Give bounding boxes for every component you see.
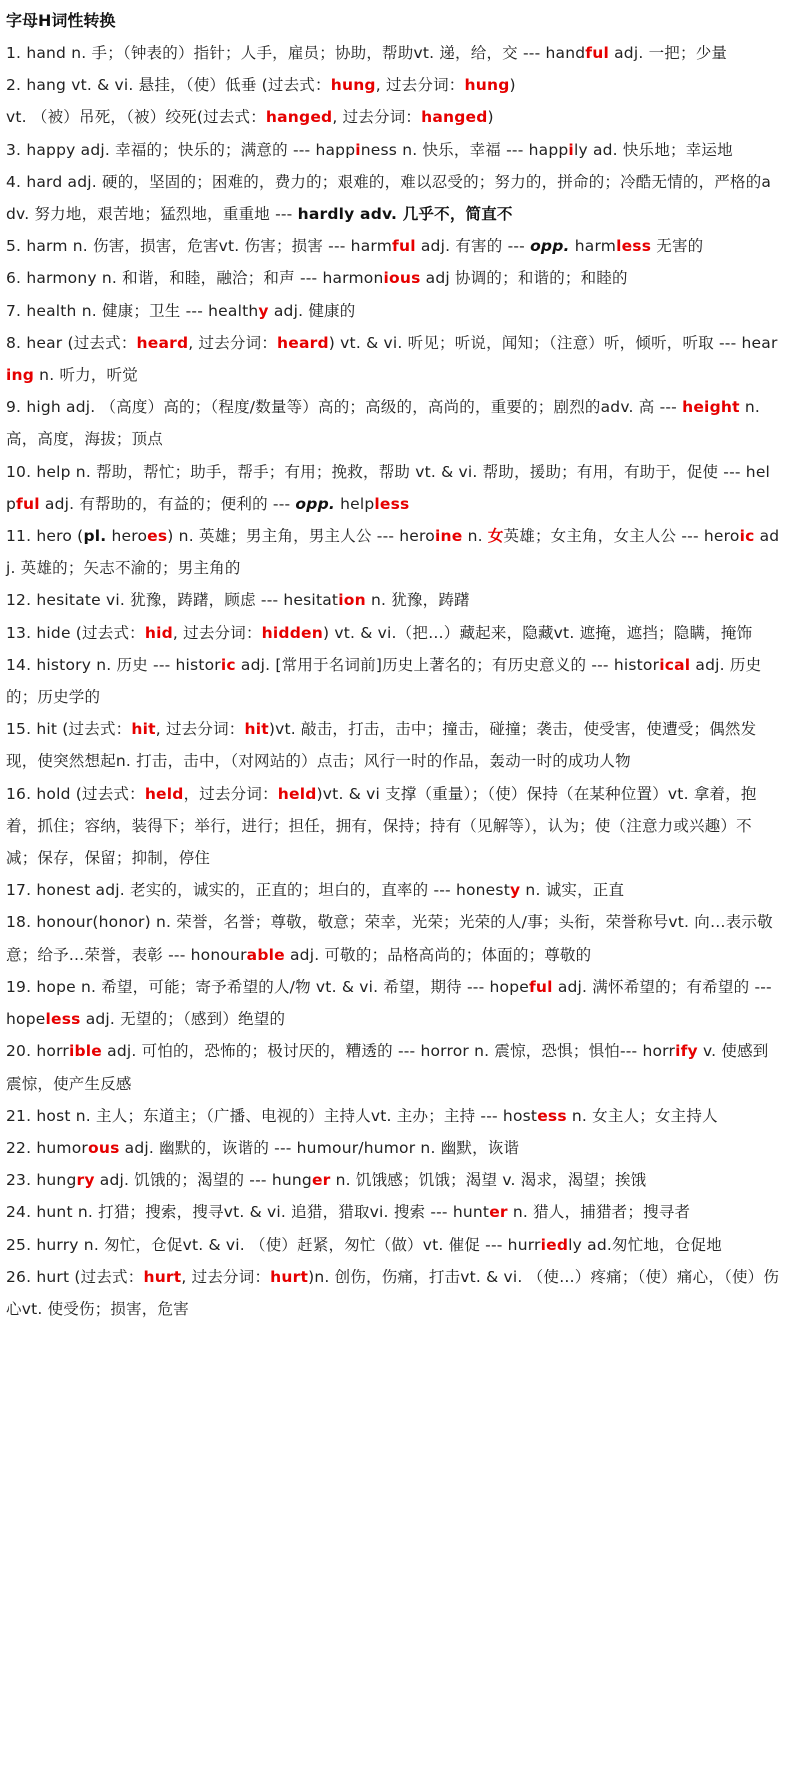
word-entry: [6, 971, 780, 1035]
entry-text: ): [509, 76, 516, 95]
highlight-suffix: ful: [392, 237, 416, 256]
entry-text: 1. hand n. 手；（钟表的）指针；人手，雇员；协助，帮助vt. 递，给，交 --- hand: [6, 44, 586, 62]
highlight-suffix: ful: [528, 977, 553, 996]
word-entry: [6, 166, 780, 230]
entry-text: 6. harmony n. 和谐，和睦，融洽；和声 --- harmon: [6, 269, 384, 288]
entry-text: ) n. 英雄；男主角，男主人公 --- hero: [167, 527, 435, 546]
entry-text: n. 犹豫，踌躇: [365, 591, 470, 610]
entry-text: 24. hunt n. 打猎；搜索，搜寻vt. & vi. 追猎，猎取vi. 搜索 --- hunt: [6, 1203, 490, 1222]
highlight-suffix: ify: [675, 1042, 698, 1061]
entry-text: , 过去分词：: [188, 333, 278, 352]
entry-text: 17. honest adj. 老实的，诚实的，正直的；坦白的，直率的 --- honest: [6, 881, 510, 900]
highlight-suffix: ous: [87, 1138, 120, 1157]
entry-text: 19. hope n. 希望，可能；寄予希望的人/物 vt. & vi. 希望，期待 --- hope: [6, 977, 529, 996]
entry-text: 9. high adj. （高度）高的；（程度/数量等）高的；高级的，高尚的，重要的；剧烈的adv. 高 ---: [6, 398, 683, 417]
entry-text: ) vt. & vi.（把…）藏起来，隐藏vt. 遮掩，遮挡；隐瞒，掩饰: [322, 623, 753, 642]
highlight-suffix: hung: [464, 76, 510, 95]
entry-text: 7. health n. 健康；卫生 --- health: [6, 301, 259, 320]
highlight-suffix: ry: [76, 1171, 95, 1190]
bold-text: hardly adv. 几乎不，简直不: [297, 205, 513, 224]
highlight-suffix: ful: [585, 44, 609, 62]
entry-text: 5. harm n. 伤害，损害，危害vt. 伤害；损害 --- harm: [6, 237, 393, 256]
word-entry: [6, 778, 780, 875]
entry-text: adj. [常用于名词前]历史上著名的；有历史意义的 --- histor: [235, 655, 660, 674]
highlight-suffix: hurt: [270, 1267, 309, 1286]
entry-text: ly ad. 快乐地；幸运地: [573, 140, 733, 159]
word-entry: [6, 874, 780, 906]
word-entry: [6, 69, 780, 101]
entry-text: 26. hurt (过去式：: [6, 1267, 144, 1286]
entry-text: , 过去分词：: [375, 76, 465, 95]
entry-text: adj. 一把；少量: [608, 44, 728, 62]
entry-text: n. 猎人，捕猎者；搜寻者: [507, 1203, 691, 1222]
highlight-suffix: hanged: [265, 108, 333, 127]
entry-text: vt. （被）吊死，（被）绞死(过去式：: [6, 108, 266, 127]
bold-text: pl.: [83, 527, 107, 546]
entry-text: )vt. & vi 支撑（重量）；（使）保持（在某种位置）vt. 拿着，抱着，抓住；容纳，装得下；举行，进行；担任，拥有，保持；持有（见解等），认为；使（注意力或兴趣）不减；保存，保留；抑制，停住: [6, 784, 757, 868]
highlight-suffix: heard: [136, 333, 189, 352]
word-entry: [6, 520, 780, 584]
entry-text: adj. 幽默的，诙谐的 --- humour/humor n. 幽默，诙谐: [119, 1138, 520, 1157]
highlight-suffix: ful: [16, 494, 40, 513]
entry-text: 18. honour(honor) n. 荣誉，名誉；尊敬，敬意；荣幸，光荣；光荣的人/事；头衔，荣誉称号vt. 向…表示敬意；给予…荣誉，表彰 --- honour: [6, 913, 773, 964]
entry-text: 12. hesitate vi. 犹豫，踌躇，顾虑 --- hesitat: [6, 591, 339, 610]
word-entry: [6, 262, 780, 294]
entry-text: v. 使感到震惊，使产生反感: [6, 1042, 769, 1093]
highlight-suffix: held: [144, 784, 184, 803]
highlight-suffix: hanged: [421, 108, 488, 127]
highlight-suffix: es: [147, 527, 168, 546]
word-entry: [6, 906, 780, 970]
entry-text: 11. hero (: [6, 527, 84, 546]
highlight-suffix: ic: [739, 527, 755, 546]
entry-text: adj. 历史的；历史学的: [6, 655, 762, 707]
highlight-suffix: ion: [338, 591, 366, 610]
entry-text: adj. 可敬的；品格高尚的；体面的；尊敬的: [284, 945, 592, 964]
highlight-suffix: hurt: [143, 1267, 182, 1286]
word-entry: [6, 584, 780, 616]
highlight-suffix: held: [277, 784, 317, 803]
highlight-suffix: y: [258, 301, 269, 320]
entry-text: help: [334, 494, 375, 513]
word-entry: [6, 1229, 780, 1261]
highlight-suffix: ess: [537, 1106, 567, 1125]
entry-text: ) vt. & vi. 听见；听说，闻知；（注意）听，倾听，听取 --- hear: [328, 333, 778, 352]
highlight-suffix: er: [311, 1171, 331, 1190]
entry-text: , 过去分词：: [181, 1267, 271, 1286]
word-entry: [6, 456, 780, 520]
entry-text: adj. 健康的: [268, 301, 356, 320]
entry-text: 21. host n. 主人；东道主；（广播、电视的）主持人vt. 主办；主持 --- host: [6, 1106, 538, 1125]
highlight-suffix: less: [374, 494, 410, 513]
word-entry: [6, 1100, 780, 1132]
entry-text: 20. horr: [6, 1042, 69, 1061]
word-entry: [6, 617, 780, 649]
highlight-suffix: ied: [540, 1235, 569, 1254]
word-entry: [6, 134, 780, 166]
entry-text: adj. 可怕的，恐怖的；极讨厌的，糟透的 --- horror n. 震惊，恐惧；惧怕--- horr: [102, 1042, 676, 1061]
entry-list: [6, 37, 780, 1325]
highlight-suffix: height: [682, 398, 740, 417]
highlight-suffix: ible: [68, 1042, 103, 1061]
entry-text: 15. hit (过去式：: [6, 720, 132, 739]
entry-text: hero: [106, 527, 148, 546]
entry-text: adj. 无望的；（感到）绝望的: [80, 1010, 286, 1029]
word-entry: [6, 713, 780, 777]
highlight-suffix: hit: [244, 720, 269, 739]
highlight-suffix: er: [489, 1203, 508, 1222]
highlight-suffix: heard: [277, 333, 329, 352]
entry-text: )n. 创伤，伤痛，打击vt. & vi. （使…）疼痛；（使）痛心，（使）伤心vt. 使受伤；损害，危害: [6, 1267, 780, 1318]
entry-text: , 过去分词：: [332, 108, 422, 127]
highlight-suffix: less: [45, 1010, 81, 1029]
entry-text: adj. 满怀希望的；有希望的 --- hope: [6, 977, 772, 1029]
highlight-suffix: ic: [220, 655, 236, 674]
word-entry: [6, 230, 780, 262]
entry-text: 10. help n. 帮助，帮忙；助手，帮手；有用；挽救，帮助 vt. & vi. 帮助，援助；有用，有助于，促使 --- help: [6, 462, 771, 513]
highlight-suffix: ing: [6, 366, 35, 385]
word-entry: [6, 1196, 780, 1228]
entry-text: n. 饥饿感；饥饿；渴望 v. 渴求，渴望；挨饿: [330, 1171, 647, 1190]
highlight-suffix: y: [509, 881, 521, 900]
word-entry: [6, 391, 780, 455]
entry-text: , 过去分词：: [155, 720, 245, 739]
word-entry: [6, 1261, 780, 1325]
entry-text: adj. 有害的 ---: [415, 237, 531, 256]
entry-text: 16. hold (过去式：: [6, 784, 145, 803]
entry-text: n. 女主人；女主持人: [566, 1106, 718, 1125]
entry-text: ness n. 快乐，幸福 --- happ: [360, 140, 569, 159]
entry-text: adj. 饥饿的；渴望的 --- hung: [94, 1171, 312, 1190]
entry-text: 25. hurry n. 匆忙，仓促vt. & vi. （使）赶紧，匆忙（做）vt. 催促 --- hurr: [6, 1235, 541, 1254]
entry-text: n. 听力，听觉: [34, 366, 138, 385]
entry-text: n. 诚实，正直: [520, 881, 625, 900]
highlight-suffix: able: [246, 945, 285, 964]
highlight-suffix: ical: [659, 655, 691, 674]
entry-text: 13. hide (过去式：: [6, 623, 145, 642]
document-title: 字母H词性转换: [6, 11, 116, 30]
bold-italic-label: opp.: [530, 237, 570, 256]
highlight-suffix: less: [616, 237, 652, 256]
entry-text: 8. hear (过去式：: [6, 333, 137, 352]
entry-text: 英雄；女主角，女主人公 --- hero: [503, 527, 740, 546]
word-entry: [6, 37, 780, 69]
entry-text: 3. happy adj. 幸福的；快乐的；满意的 --- happ: [6, 140, 356, 159]
word-entry: [6, 1164, 780, 1196]
word-entry: [6, 327, 780, 391]
entry-text: 14. history n. 历史 --- histor: [6, 655, 221, 674]
entry-text: , 过去分词：: [172, 623, 262, 642]
entry-text: harm: [569, 237, 617, 256]
entry-text: adj 协调的；和谐的；和睦的: [420, 269, 628, 288]
word-entry: [6, 1035, 780, 1099]
entry-text: 无害的: [651, 237, 704, 256]
entry-text: 22. humor: [6, 1138, 88, 1157]
highlight-suffix: 女: [487, 527, 504, 546]
entry-text: 23. hung: [6, 1171, 77, 1190]
highlight-suffix: hidden: [261, 623, 323, 642]
word-entry: [6, 295, 780, 327]
word-entry: [6, 101, 780, 133]
entry-text: ): [487, 108, 494, 127]
highlight-suffix: hit: [131, 720, 156, 739]
entry-text: adj. 英雄的；矢志不渝的；男主角的: [6, 527, 780, 578]
highlight-suffix: ine: [434, 527, 463, 546]
highlight-suffix: i: [568, 140, 574, 159]
entry-text: 2. hang vt. & vi. 悬挂，（使）低垂 (过去式：: [6, 76, 331, 95]
highlight-suffix: i: [355, 140, 361, 159]
entry-text: ，过去分词：: [183, 784, 278, 803]
word-entry: [6, 1132, 780, 1164]
entry-text: n. 高，高度，海拔；顶点: [6, 398, 760, 449]
entry-text: 4. hard adj. 硬的，坚固的；困难的，费力的；艰难的，难以忍受的；努力的，拼命的；冷酷无情的，严格的adv. 努力地，艰苦地；猛烈地，重重地 ---: [6, 172, 772, 224]
word-entry: [6, 649, 780, 713]
entry-text: n.: [462, 527, 488, 546]
entry-text: ly ad.匆忙地，仓促地: [568, 1235, 722, 1254]
entry-text: adj. 有帮助的，有益的；便利的 ---: [39, 494, 296, 513]
highlight-suffix: ious: [383, 269, 421, 288]
highlight-suffix: hung: [330, 76, 376, 95]
bold-italic-label: opp.: [295, 494, 335, 513]
entry-text: )vt. 敲击，打击，击中；撞击，碰撞；袭击，使受害，使遭受；偶然发现，使突然想起n. 打击，击中，（对网站的）点击；风行一时的作品，轰动一时的成功人物: [6, 720, 757, 771]
highlight-suffix: hid: [144, 623, 173, 642]
